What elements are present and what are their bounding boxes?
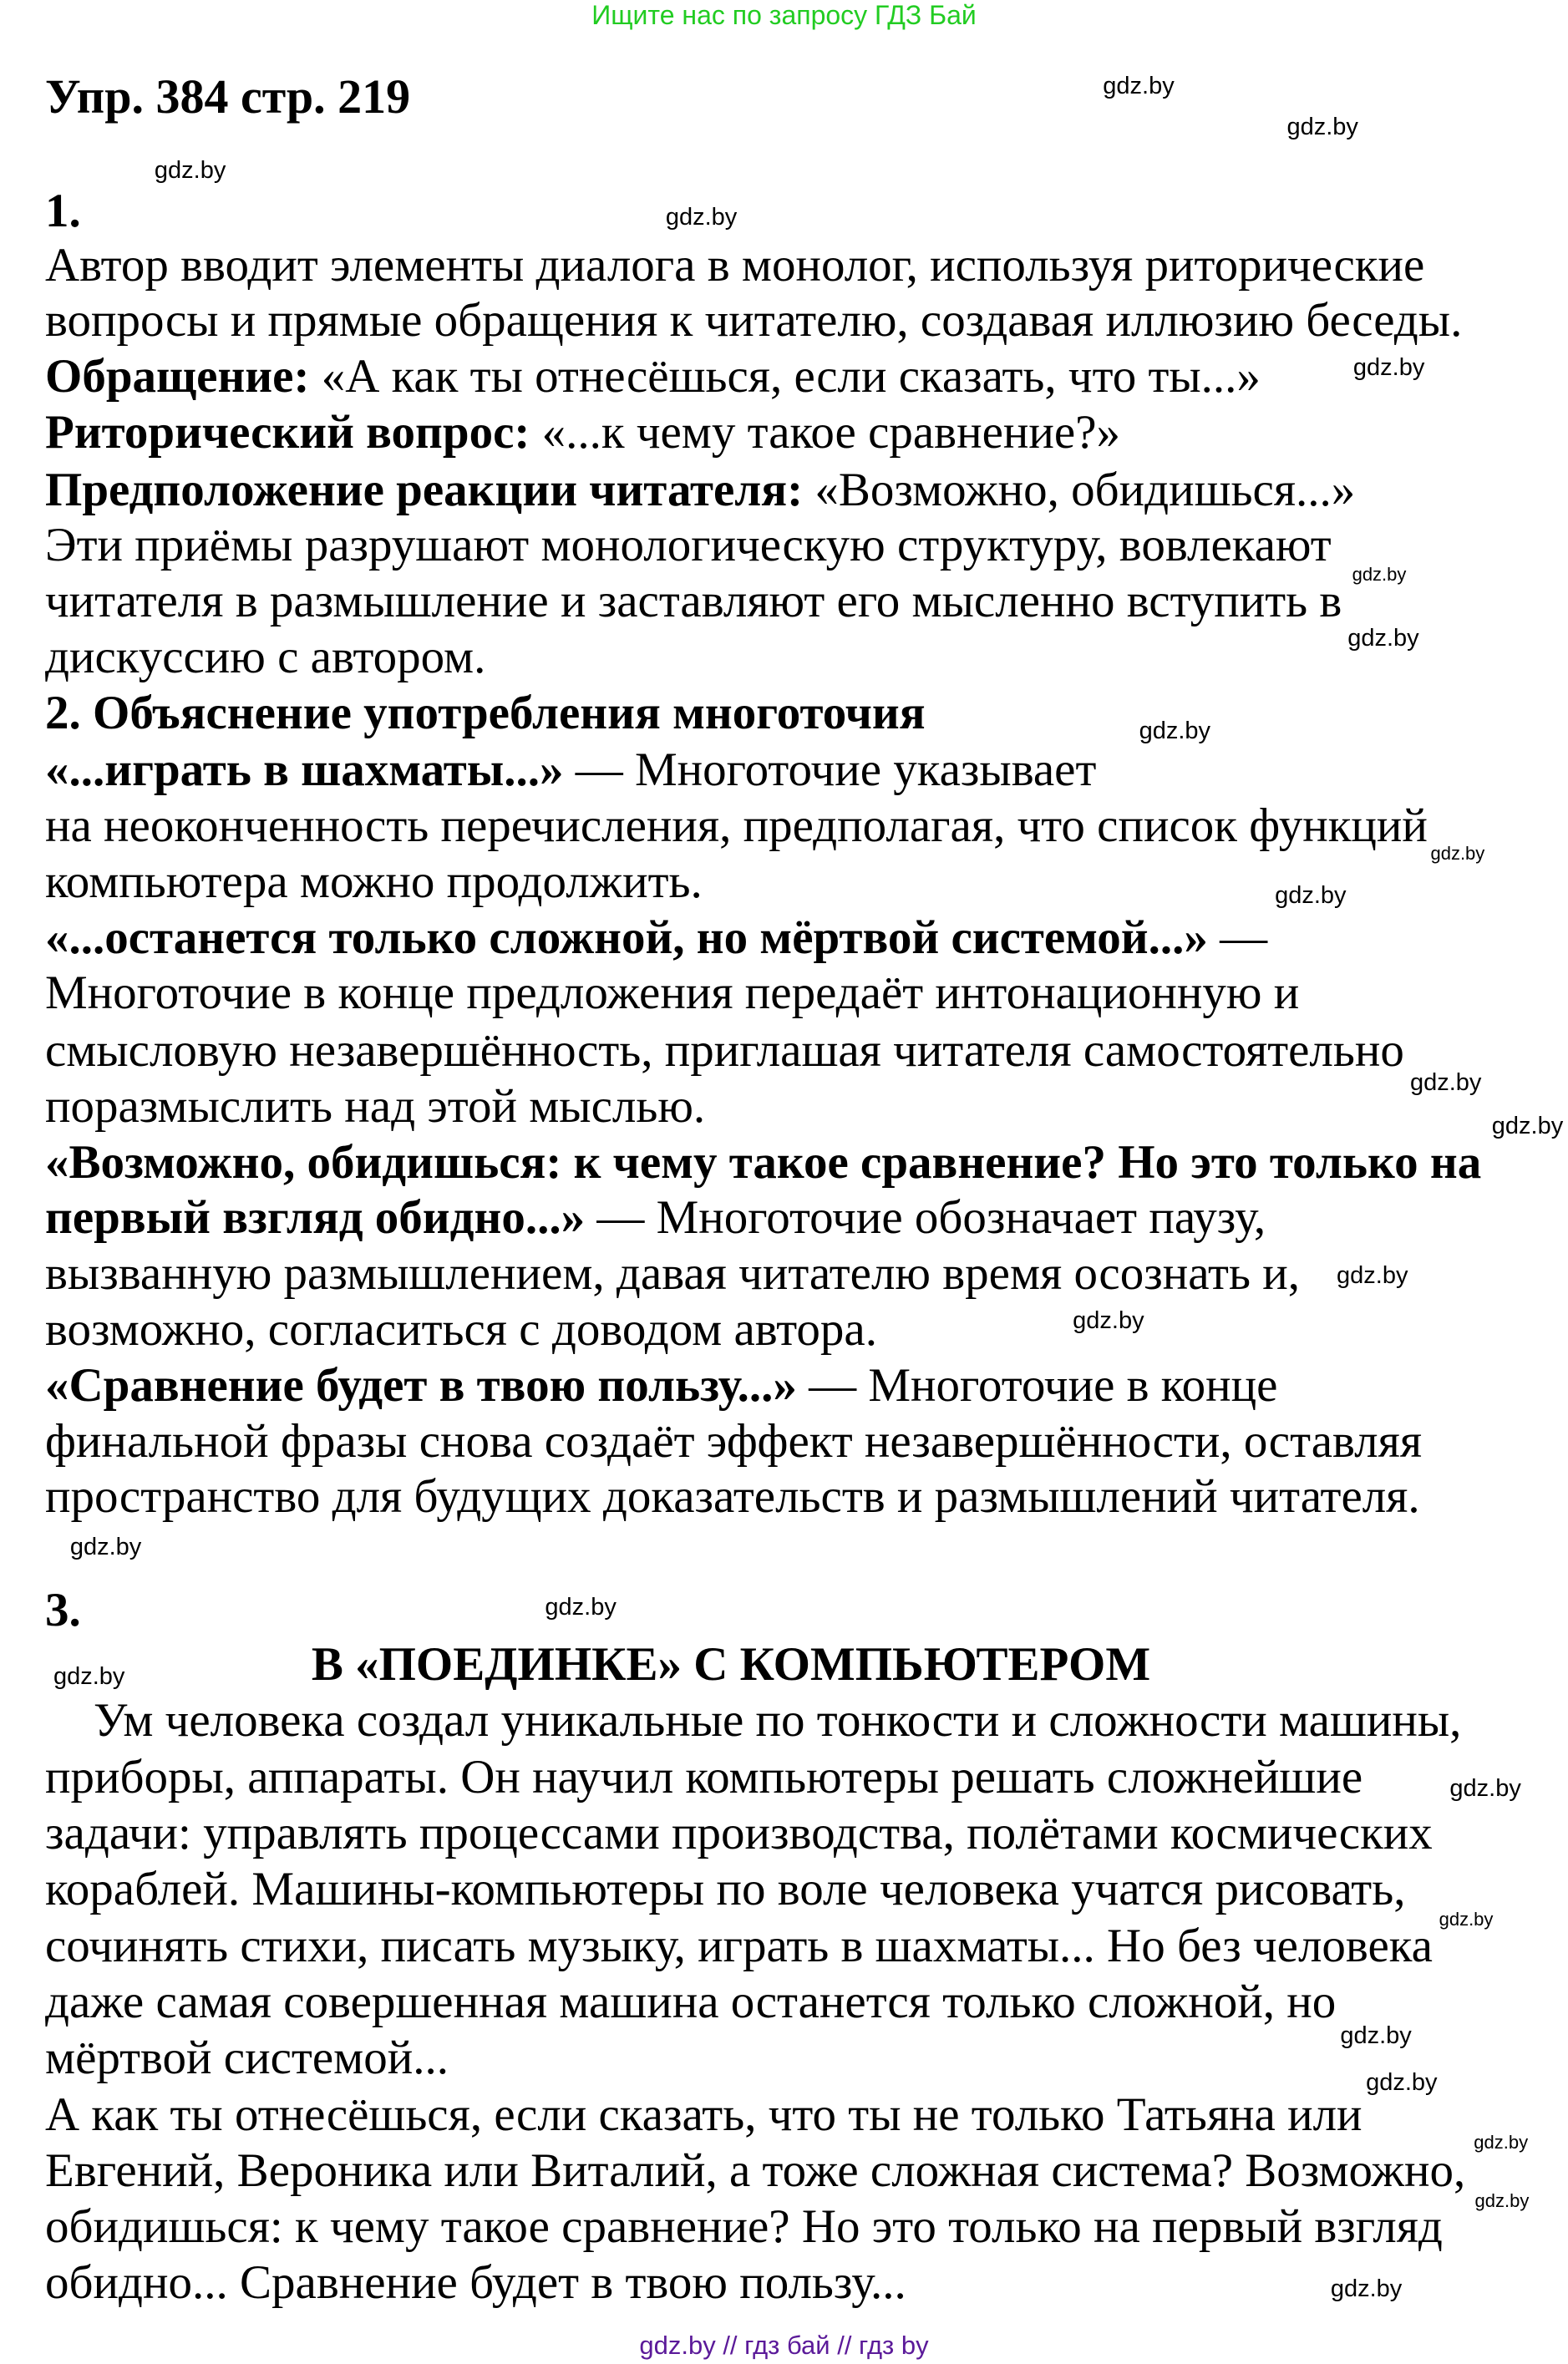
bold-text: Риторический вопрос: [45,406,542,459]
text: финальной фразы снова создаёт эффект незавершённости, оставляя [45,1414,1423,1468]
bold-text: В «ПОЕДИНКЕ» С КОМПЬЮТЕРОМ [311,1637,1151,1691]
watermark: gdz.by [1337,1262,1408,1290]
text-line [45,406,1120,459]
text: «А как ты отнесёшься, если сказать, что ты...» [321,350,1261,403]
text-line [45,464,1355,517]
text-line [45,1976,1336,2029]
watermark: gdz.by [1449,1774,1521,1802]
text-line [45,2200,1443,2254]
text: поразмыслить над этой мыслью. [45,1079,706,1133]
text-line [94,1694,1461,1748]
text: задачи: управлять процессами производства, полётами космических [45,1806,1433,1859]
text: Ум человека создал уникальные по тонкости и сложности машины, [94,1693,1462,1747]
watermark: gdz.by [1286,113,1358,140]
text: кораблей. Машины-компьютеры по воле человека учатся рисовать, [45,1862,1406,1915]
watermark: gdz.by [1491,1113,1564,1140]
text-line [45,1751,1362,1804]
text: Эти приёмы разрушают монологическую структуру, вовлекают [45,519,1332,572]
text-line [45,855,703,909]
text: Многоточие в конце предложения передаёт интонационную и [45,966,1300,1020]
text-line [45,687,926,740]
watermark: gdz.by [1366,2068,1438,2096]
text-line [45,1303,877,1357]
bold-text: Предположение реакции читателя: [45,463,815,516]
text: возможно, согласиться с доводом автора. [45,1303,877,1356]
text: мёртвой системой... [45,2031,449,2084]
text: — [1207,911,1268,964]
text-line [45,575,1342,628]
text-line [45,1415,1422,1469]
text: смысловую незавершённость, приглашая читателя самостоятельно [45,1024,1404,1078]
watermark: gdz.by [1352,563,1407,585]
watermark: gdz.by [1430,842,1485,864]
watermark: gdz.by [1103,72,1175,99]
text-line [45,1080,705,1134]
text-line [45,631,485,684]
text: Евгений, Вероника или Виталий, а тоже сложная система? Возможно, [45,2144,1466,2198]
text-line [45,239,1424,292]
text: читателя в размышление и заставляют его мысленно вступить в [45,575,1342,628]
text-line [45,519,1332,572]
text-line [45,2256,906,2310]
text-line [45,966,1299,1020]
footer-links[interactable]: gdz.by // гдз бай // гдз by [639,2331,929,2360]
text-line [45,1359,1277,1413]
text: обидно... Сравнение будет в твою пользу... [45,2255,906,2309]
watermark: gdz.by [53,1663,125,1691]
watermark: gdz.by [545,1594,617,1621]
bold-text: «...останется только сложной, но мёртвой системой...» [45,911,1208,964]
text-line [45,911,1267,965]
watermark: gdz.by [1474,2131,1529,2153]
text: «...к чему такое сравнение?» [541,406,1120,459]
text-line [45,294,1462,347]
text: — Многоточие обозначает паузу, [585,1191,1266,1245]
text: дискуссию с автором. [45,630,486,683]
watermark: gdz.by [1352,354,1425,382]
text-line [45,1024,1404,1078]
watermark: gdz.by [154,156,226,184]
text: «Возможно, обидишься...» [814,463,1356,516]
text: Автор вводит элементы диалога в монолог, используя риторические [45,238,1425,292]
watermark: gdz.by [1439,1908,1494,1930]
bold-text: первый взгляд обидно...» [45,1191,586,1245]
text: вызванную размышлением, давая читателю время осознать и, [45,1247,1300,1301]
text: приборы, аппараты. Он научил компьютеры решать сложнейшие [45,1751,1363,1804]
text: компьютера можно продолжить. [45,855,703,908]
watermark: gdz.by [1474,2190,1530,2212]
text-line [45,350,1261,403]
watermark: gdz.by [1340,2022,1412,2049]
bold-text: Обращение: [45,350,322,403]
text-line [45,1136,1481,1190]
bold-text: «Сравнение будет в твою пользу...» [45,1358,797,1412]
text-line [45,1584,81,1637]
text: сочинять стихи, писать музыку, играть в шахматы... Но без человека [45,1920,1433,1973]
bold-text: 3. [45,1583,81,1636]
watermark: gdz.by [1139,718,1211,745]
bold-text: 1. [45,184,81,237]
text-line [45,1863,1405,1916]
watermark: gdz.by [1347,624,1419,652]
watermark: gdz.by [665,203,738,231]
text-line [45,2088,1362,2142]
text: даже самая совершенная машина останется только сложной, но [45,1976,1337,2029]
text: А как ты отнесёшься, если сказать, что ты не только Татьяна или [45,2088,1362,2142]
text-line [45,799,1428,853]
text-line [45,1247,1300,1301]
watermark: gdz.by [1073,1307,1144,1335]
text-line [45,2144,1465,2198]
bold-text: 2. Объяснение употребления многоточия [45,686,926,739]
text-line [45,1191,1266,1245]
watermark: gdz.by [1409,1068,1482,1096]
watermark: gdz.by [69,1533,142,1560]
text-line [45,2032,449,2085]
text-line [45,1470,1420,1524]
watermark: gdz.by [1275,882,1347,910]
text: — Многоточие указывает [563,743,1097,797]
text: вопросы и прямые обращения к читателю, создавая иллюзию беседы. [45,294,1463,347]
text-line [45,743,1096,797]
watermark: gdz.by [1330,2275,1403,2302]
text: пространство для будущих доказательств и размышлений читателя. [45,1470,1420,1524]
bold-text: «Возможно, обидишься: к чему такое сравнение? Но это только на [45,1135,1482,1189]
text: обидишься: к чему такое сравнение? Но это только на первый взгляд [45,2199,1443,2253]
top-banner: Ищите нас по запросу ГДЗ Бай [591,0,977,30]
text-line [45,185,81,238]
exercise-heading: Упр. 384 стр. 219 [45,69,411,124]
text-line [45,1920,1433,1973]
essay-title [0,1638,1462,1692]
text: на неоконченность перечисления, предполагая, что список функций [45,799,1428,853]
text: — Многоточие в конце [796,1358,1278,1412]
text-line [45,1807,1433,1860]
bold-text: «...играть в шахматы...» [45,743,564,797]
